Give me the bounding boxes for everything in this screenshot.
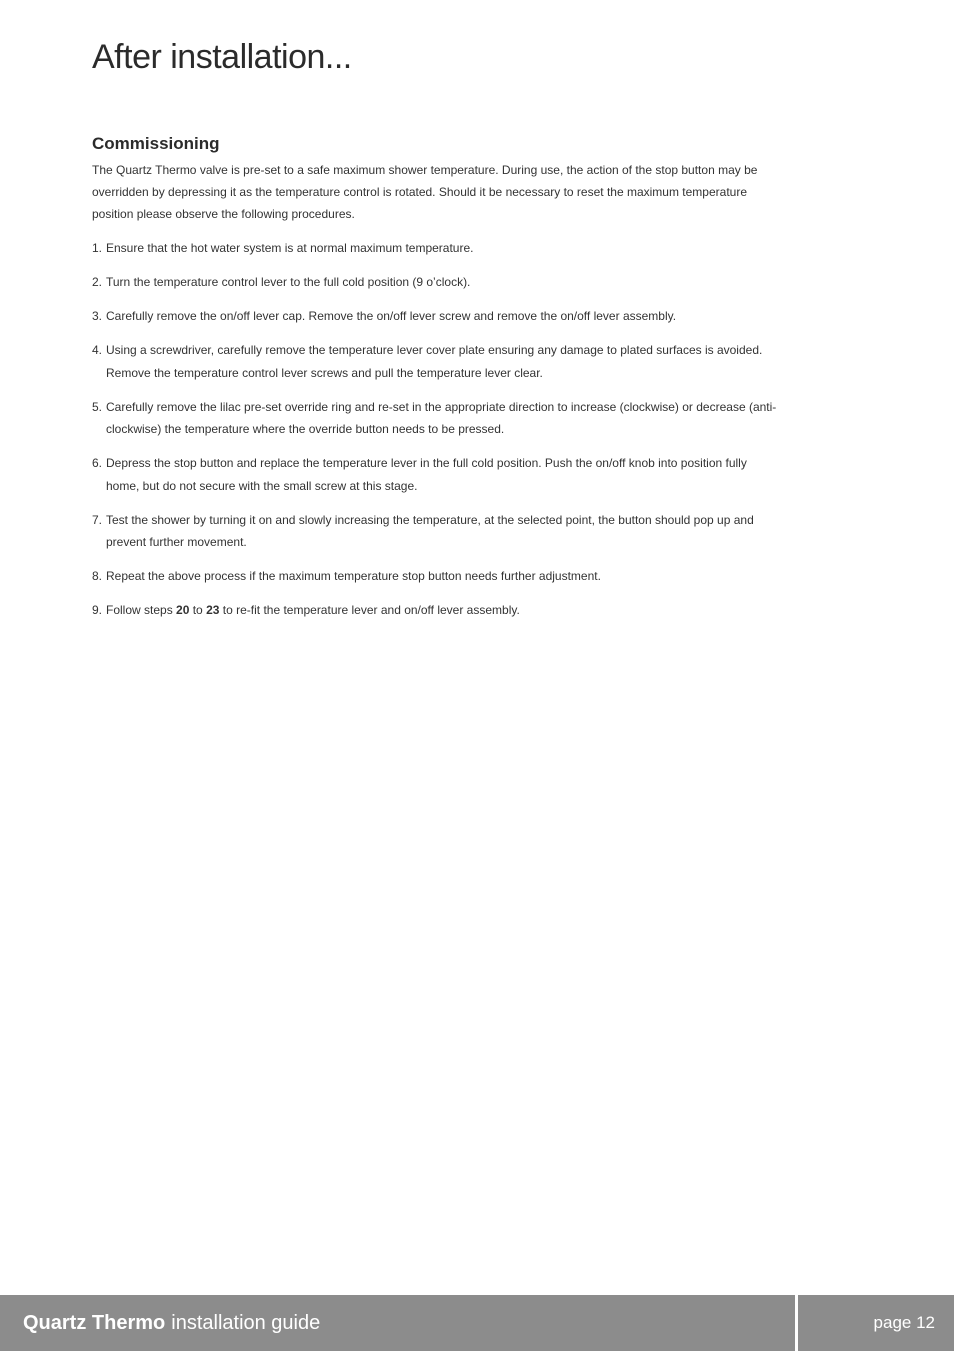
step-number: 9. xyxy=(92,603,103,617)
page-footer xyxy=(0,1295,954,1351)
step-prefix: Follow steps xyxy=(106,603,177,617)
footer-page-box xyxy=(798,1295,954,1351)
footer-title-bar xyxy=(0,1295,795,1351)
step-mid: to xyxy=(189,603,207,617)
page-number: page 12 xyxy=(873,1313,935,1332)
step-number: 7. xyxy=(92,512,103,527)
step-number: 2. xyxy=(92,275,103,289)
procedure-steps xyxy=(92,237,782,633)
step-text: Carefully remove the on/off lever cap. Remove the on/off lever screw and remove the on/off lever assembly. xyxy=(106,309,677,323)
step-ref-to: 23 xyxy=(206,603,220,617)
step-text: Ensure that the hot water system is at normal maximum temperature. xyxy=(106,241,474,255)
step-text: Depress the stop button and replace the temperature lever in the full cold position. Push the on/off knob into position fully home, but do not secure with the small screw at this stage. xyxy=(106,456,747,493)
step-text: Carefully remove the lilac pre-set override ring and re-set in the appropriate direction to increase (clockwise) or decrease (anti-clockwise) the temperature where the override button needs to be pressed. xyxy=(106,399,777,436)
step-text: Test the shower by turning it on and slowly increasing the temperature, at the selected point, the button should pop up and prevent further movement. xyxy=(106,512,754,549)
step-item xyxy=(92,509,782,554)
step-item xyxy=(92,396,782,441)
step-number: 3. xyxy=(92,309,103,323)
step-ref-from: 20 xyxy=(176,603,190,617)
step-text xyxy=(106,599,782,622)
step-item xyxy=(92,599,782,622)
intro-paragraph: The Quartz Thermo valve is pre-set to a safe maximum shower temperature. During use, the action of the stop button may be overridden by depressing it as the temperature control is rotated. Should it be necessary to reset the maximum temperature position please observe the following procedures. xyxy=(92,163,758,221)
step-item xyxy=(92,305,782,328)
step-number: 4. xyxy=(92,343,103,357)
step-text: Repeat the above process if the maximum temperature stop button needs further adjustment. xyxy=(106,569,601,583)
step-item xyxy=(92,565,782,588)
step-item xyxy=(92,452,782,497)
step-item xyxy=(92,339,782,384)
step-item xyxy=(92,271,782,294)
step-text: Using a screwdriver, carefully remove the temperature lever cover plate ensuring any damage to plated surfaces is avoided. Remove the temperature control lever screws and pull the temperature lever clear. xyxy=(106,343,763,380)
step-number: 5. xyxy=(92,399,103,414)
step-number: 1. xyxy=(92,241,103,255)
section-heading: Commissioning xyxy=(92,134,220,153)
footer-brand: Quartz Thermo xyxy=(23,1311,166,1334)
footer-subtitle: installation guide xyxy=(171,1311,321,1334)
step-number: 8. xyxy=(92,569,103,583)
step-suffix: to re-fit the temperature lever and on/off lever assembly. xyxy=(219,603,520,617)
step-item xyxy=(92,237,782,260)
step-text: Turn the temperature control lever to the full cold position (9 o’clock). xyxy=(106,275,471,289)
step-number: 6. xyxy=(92,456,103,470)
page-title: After installation... xyxy=(92,38,352,76)
